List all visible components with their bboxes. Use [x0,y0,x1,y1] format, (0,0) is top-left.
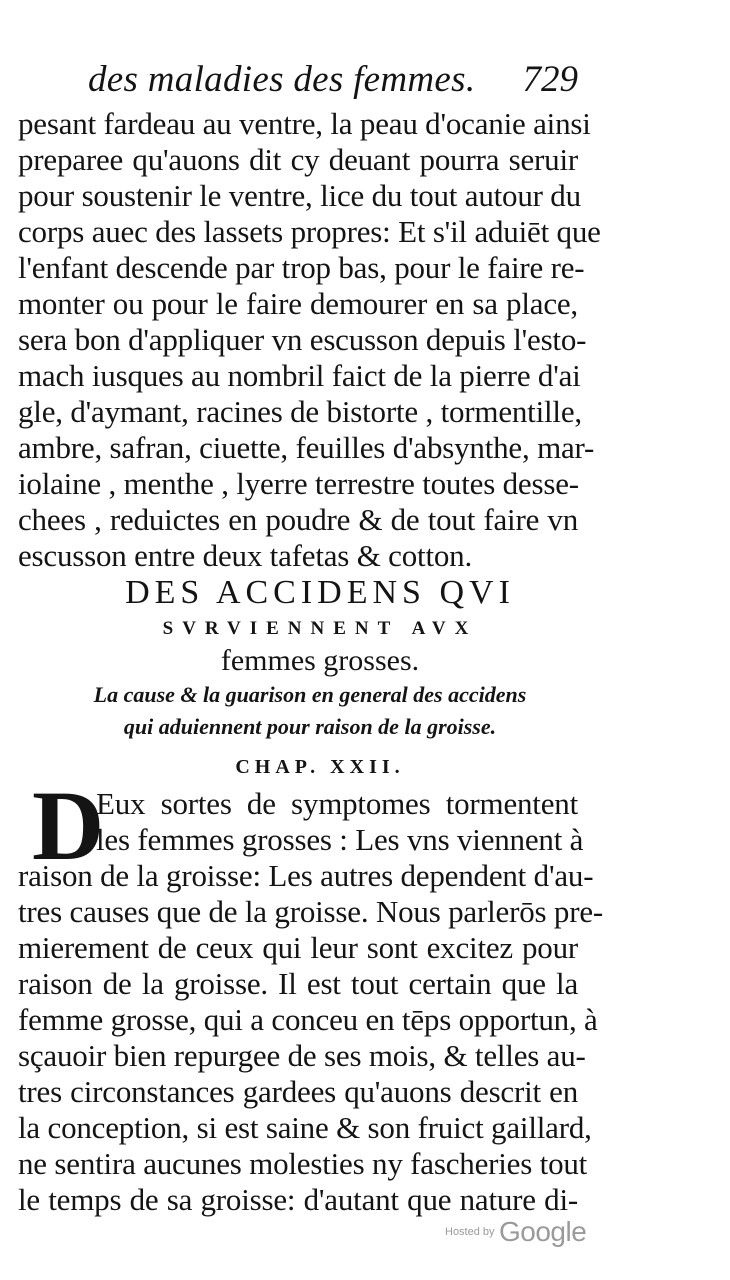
text-line: les femmes grosses : Les vns viennent à [96,822,584,857]
text-line: iolaine , menthe , lyerre terrestre toutes desse- [18,466,579,501]
text-line: la conception, si est saine & son fruict gaillard, [18,1110,592,1145]
text-line: femme grosse, qui a conceu en tēps opportun, à [18,1002,598,1037]
text-line: ambre, safran, ciuette, feuilles d'absynthe, mar- [18,430,595,465]
text-line: tres circonstances gardees qu'auons descrit en [18,1074,578,1109]
text-line: preparee qu'auons dit cy deuant pourra seruir [18,142,578,177]
text-line: Eux sortes de symptomes tormentent [96,786,578,821]
text-line: ne sentira aucunes molesties ny fascheries tout [18,1146,588,1181]
chapter-summary-line: La cause & la guarison en general des accidens [93,682,527,707]
running-title: des maladies des femmes. [88,59,476,100]
text-line: mierement de ceux qui leur sont excitez pour [18,930,578,965]
text-line: sera bon d'appliquer vn escusson depuis l'esto- [18,322,587,357]
chapter-heading-sub2: femmes grosses. [220,644,420,677]
text-line: pour soustenir le ventre, lice du tout autour du [18,178,581,213]
chapter-number: CHAP. XXII. [235,756,405,778]
text-line: mach iusques au nombril faict de la pierre d'ai [18,358,581,393]
text-line: chees , reduictes en poudre & de tout faire vn [18,502,578,537]
hosted-by-label: Hosted by [445,1226,495,1238]
text-line: raison de la groisse. Il est tout certain que la [18,966,578,1001]
text-line: escusson entre deux tafetas & cotton. [18,538,473,573]
chapter-heading: DES ACCIDENS QVI [125,574,515,611]
text-line: raison de la groisse: Les autres dependent d'au- [18,858,594,893]
text-line: gle, d'aymant, racines de bistorte , tormentille, [18,394,582,429]
text-line: monter ou pour le faire demourer en sa place, [18,286,578,321]
page-number: 729 [522,59,578,100]
running-head [88,58,578,102]
text-line: pesant fardeau au ventre, la peau d'ocanie ainsi [18,106,591,141]
text-line: le temps de sa groisse: d'autant que nature di- [18,1182,578,1217]
text-line: corps auec des lassets propres: Et s'il aduiēt que [18,214,601,249]
hosted-by-watermark [445,1216,586,1248]
google-logo: Google [498,1216,587,1247]
drop-cap: D [32,770,105,881]
text-line: sçauoir bien repurgee de ses mois, & telles au- [18,1038,586,1073]
text-line: l'enfant descende par trop bas, pour le faire re- [18,250,585,285]
chapter-heading-sub: SVRVIENNENT AVX [162,618,478,639]
text-line: tres causes que de la groisse. Nous parlerōs pre- [18,894,604,929]
chapter-summary-line: qui aduiennent pour raison de la groisse. [123,714,497,739]
